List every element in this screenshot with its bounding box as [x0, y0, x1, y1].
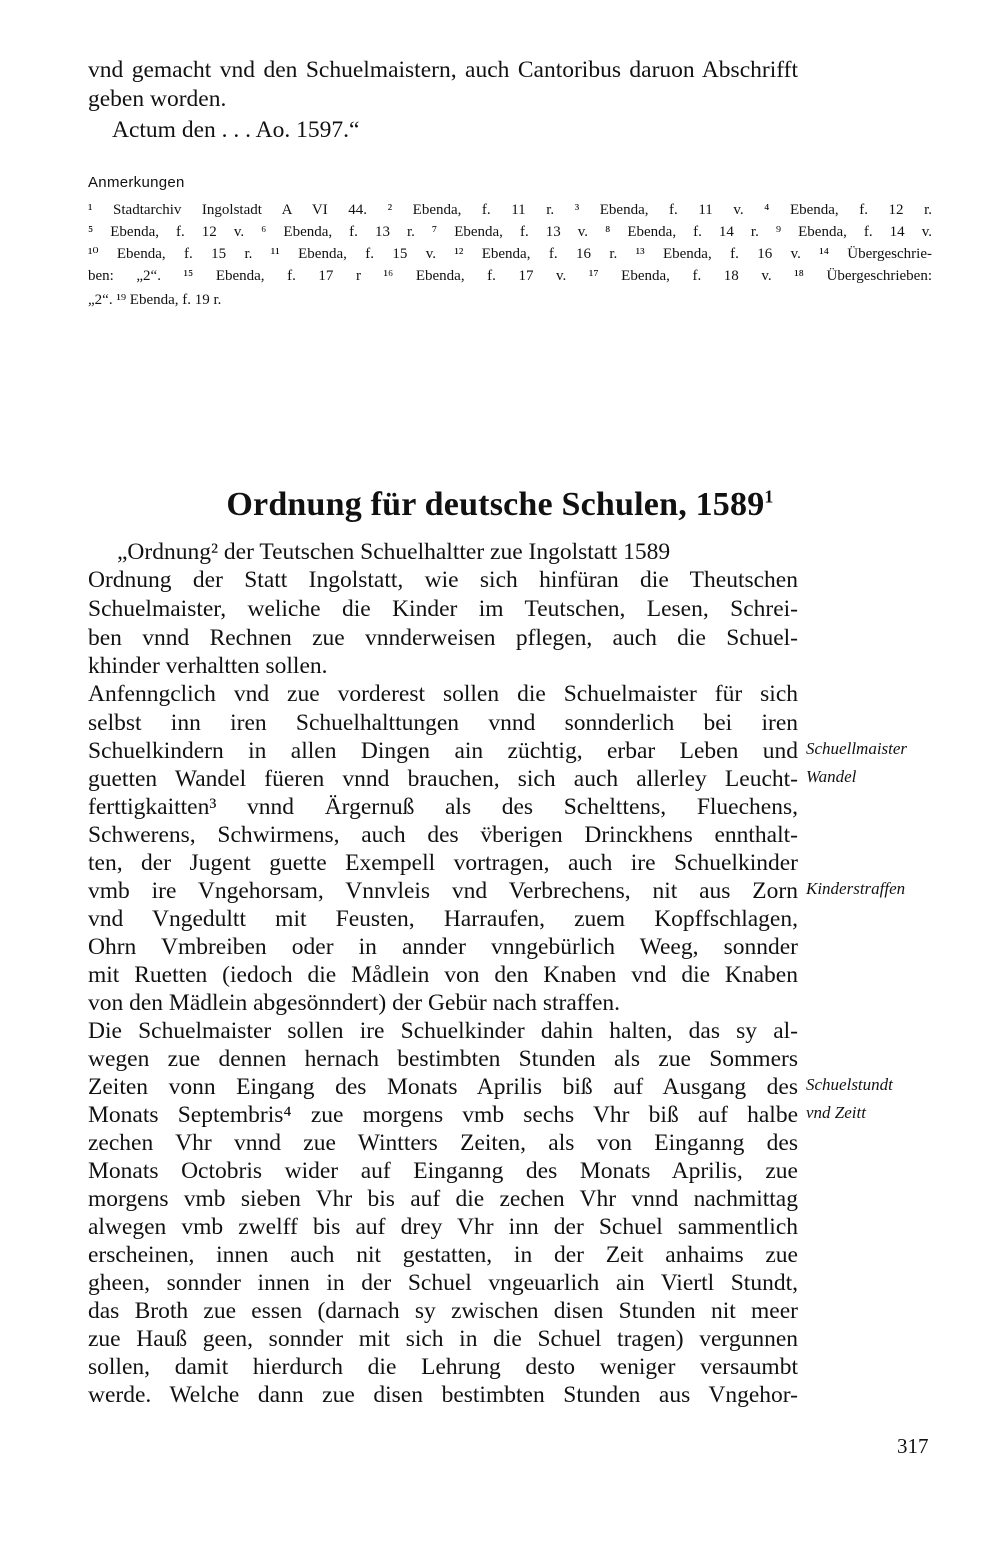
- margin-note: Schuellmaister: [806, 739, 908, 758]
- footnote-line: ⁵ Ebenda, f. 12 v. ⁶ Ebenda, f. 13 r. ⁷ Ebenda, f. 13 v. ⁸ Ebenda, f. 14 r. ⁹ Ebenda, f. 14 v.: [88, 224, 932, 240]
- body-line: Die Schuelmaister sollen ire Schuelkinder dahin halten, das sy al-: [88, 1018, 798, 1044]
- body-line: khinder verhaltten sollen.: [88, 653, 328, 679]
- footnote-line: ¹ Stadtarchiv Ingolstadt A VI 44. ² Ebenda, f. 11 r. ³ Ebenda, f. 11 v. ⁴ Ebenda, f. 12 r.: [88, 202, 932, 218]
- margin-note: vnd Zeitt: [806, 1103, 866, 1122]
- body-line: ben vnnd Rechnen zue vnnderweisen pflegen, auch die Schuel-: [88, 625, 798, 651]
- body-line: von den Mädlein abgesönndert) der Gebür nach straffen.: [88, 990, 621, 1016]
- body-line: guetten Wandel füeren vnnd brauchen, sich auch allerley Leucht-: [88, 766, 798, 792]
- body-line: sollen, damit hierdurch die Lehrung desto weniger versaumbt: [88, 1354, 798, 1380]
- body-line: „Ordnung² der Teutschen Schuelhaltter zue Ingolstatt 1589: [117, 539, 671, 565]
- body-line: ferttigkaitten³ vnnd Ärgernuß als des Schelttens, Fluechens,: [88, 794, 798, 820]
- body-line: selbst inn iren Schuelhalttungen vnnd sonnderlich bei iren: [88, 710, 798, 736]
- top-line: Actum den . . . Ao. 1597.“: [112, 117, 360, 143]
- footnotes-heading: Anmerkungen: [88, 174, 185, 191]
- body-line: Monats Octobris wider auf Einganng des Monats Aprilis, zue: [88, 1158, 798, 1184]
- footnote-line: „2“. ¹⁹ Ebenda, f. 19 r.: [88, 292, 222, 308]
- margin-note: Kinderstraffen: [806, 879, 906, 898]
- footnote-line: ben: „2“. ¹⁵ Ebenda, f. 17 r ¹⁶ Ebenda, f. 17 v. ¹⁷ Ebenda, f. 18 v. ¹⁸ Übergeschrieben:: [88, 268, 932, 284]
- body-line: Schuelkindern in allen Dingen ain züchtig, erbar Leben und: [88, 738, 798, 764]
- body-line: morgens vmb sieben Vhr bis auf die zechen Vhr vnnd nachmittag: [88, 1186, 798, 1212]
- body-line: wegen zue dennen hernach bestimbten Stunden als zue Sommers: [88, 1046, 798, 1072]
- body-line: mit Ruetten (iedoch die Mådlein von den Knaben vnd die Knaben: [88, 962, 798, 988]
- body-line: Zeiten vonn Eingang des Monats Aprilis biß auf Ausgang des: [88, 1074, 798, 1100]
- body-line: vmb ire Vngehorsam, Vnnvleis vnd Verbrechens, nit aus Zorn: [88, 878, 798, 904]
- section-title: [0, 486, 1000, 524]
- body-line: Schwerens, Schwirmens, auch des v̈berigen Drinckhens ennthalt-: [88, 822, 798, 848]
- body-line: ten, der Jugent guette Exempell vortragen, auch ire Schuelkinder: [88, 850, 798, 876]
- body-line: zechen Vhr vnnd zue Wintters Zeiten, als von Einganng des: [88, 1130, 798, 1156]
- margin-note: Wandel: [806, 767, 857, 786]
- footnote-line: ¹⁰ Ebenda, f. 15 r. ¹¹ Ebenda, f. 15 v. ¹² Ebenda, f. 16 r. ¹³ Ebenda, f. 16 v. ¹⁴ Übergeschrie-: [88, 246, 932, 262]
- body-line: zue Hauß geen, sonnder mit sich in die Schuel tragen) vergunnen: [88, 1326, 798, 1352]
- body-line: erscheinen, innen auch nit gestatten, in der Zeit anhaims zue: [88, 1242, 798, 1268]
- margin-note: Schuelstundt: [806, 1075, 893, 1094]
- body-line: Schuelmaister, weliche die Kinder im Teutschen, Lesen, Schrei-: [88, 596, 798, 622]
- body-line: Ordnung der Statt Ingolstatt, wie sich hinfüran die Theutschen: [88, 567, 798, 593]
- top-line: geben worden.: [88, 86, 227, 112]
- body-line: das Broth zue essen (darnach sy zwischen disen Stunden nit meer: [88, 1298, 798, 1324]
- body-line: werde. Welche dann zue disen bestimbten Stunden aus Vngehor-: [88, 1382, 798, 1408]
- body-line: Anfenngclich vnd zue vorderest sollen die Schuelmaister für sich: [88, 681, 798, 707]
- section-title-footnote-mark: 1: [764, 486, 774, 507]
- section-title-text: Ordnung für deutsche Schulen, 1589: [226, 486, 765, 523]
- body-line: vnd Vngedultt mit Feusten, Harraufen, zuem Kopffschlagen,: [88, 906, 798, 932]
- body-line: alwegen vmb zwelff bis auf drey Vhr inn der Schuel sammentlich: [88, 1214, 798, 1240]
- top-line: vnd gemacht vnd den Schuelmaistern, auch Cantoribus daruon Abschrifft: [88, 57, 798, 83]
- body-line: Ohrn Vmbreiben oder in annder vnngebürlich Weeg, sonnder: [88, 934, 798, 960]
- page-number: 317: [897, 1434, 929, 1458]
- body-line: Monats Septembris⁴ zue morgens vmb sechs Vhr biß auf halbe: [88, 1102, 798, 1128]
- body-line: gheen, sonnder innen in der Schuel vngeuarlich ain Viertl Stundt,: [88, 1270, 798, 1296]
